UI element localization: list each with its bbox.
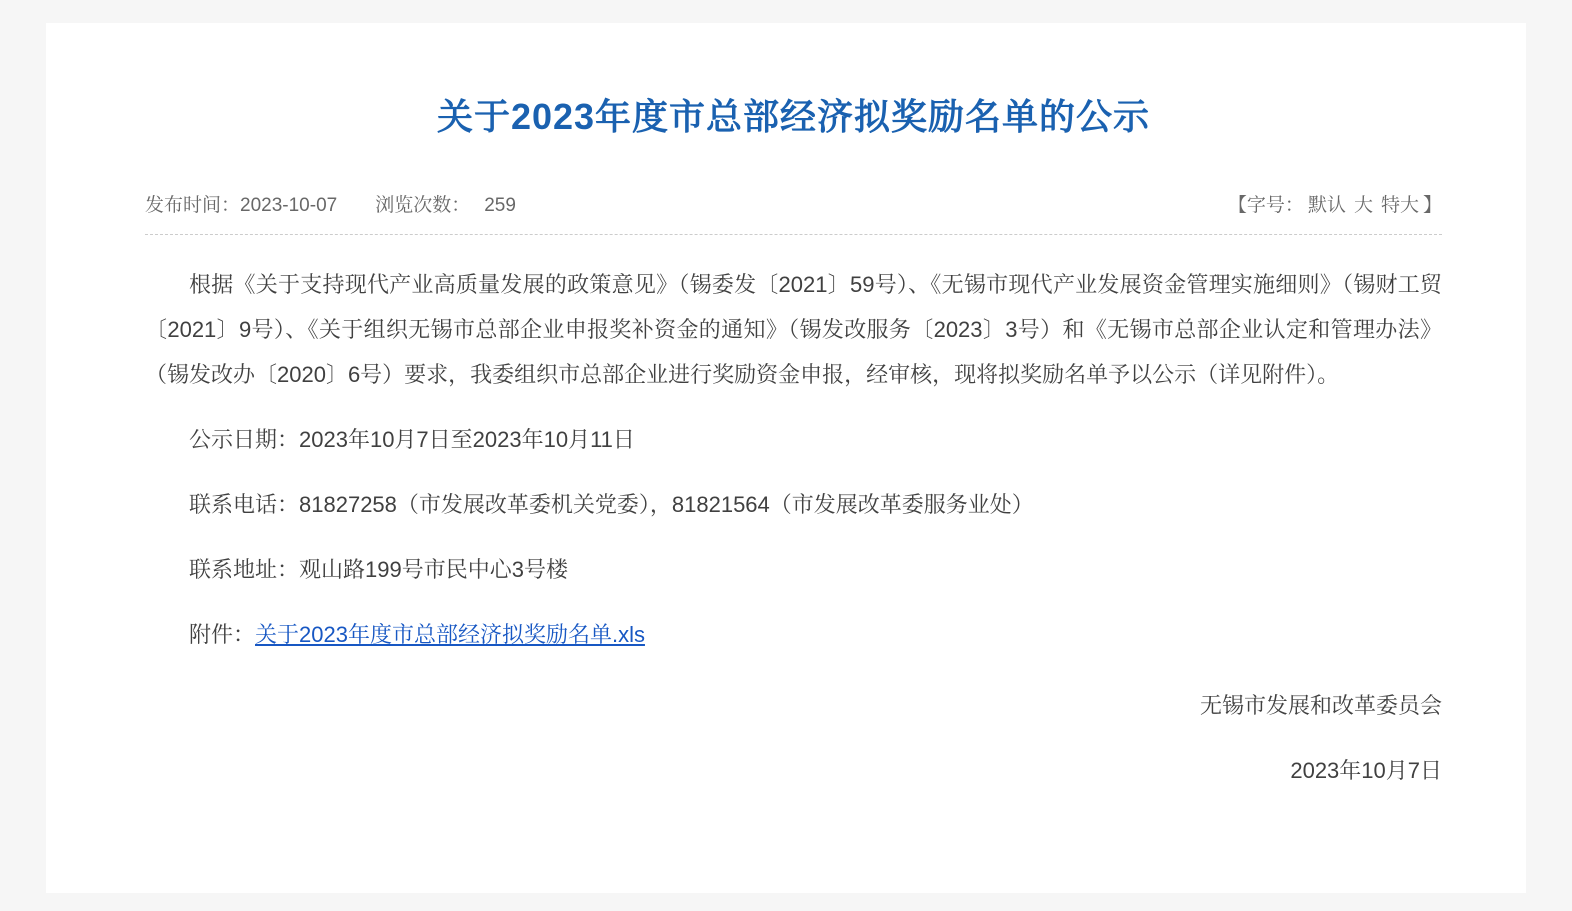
attachment-link[interactable]: 关于2023年度市总部经济拟奖励名单.xls [255, 622, 645, 647]
publicity-period-label: 公示日期： [189, 427, 300, 452]
page-title: 关于2023年度市总部经济拟奖励名单的公示 [436, 96, 1151, 137]
attachment-line [145, 612, 1442, 657]
font-size-controls [1228, 190, 1442, 217]
font-size-default-button[interactable]: 默认 [1307, 195, 1346, 216]
font-size-prefix: 【字号： [1227, 195, 1304, 216]
signature-organization: 无锡市发展和改革委员会 [1199, 693, 1442, 718]
content-card [46, 23, 1526, 893]
view-count-value: 259 [484, 195, 516, 216]
meta-left [145, 190, 516, 217]
contact-address-label: 联系地址： [189, 557, 300, 582]
contact-phone-label: 联系电话： [189, 492, 300, 517]
notice-paragraph: 根据《关于支持现代产业高质量发展的政策意见》（锡委发〔2021〕59号）、《无锡市现代产业发展资金管理实施细则》（锡财工贸〔2021〕9号）、《关于组织无锡市总部企业申报奖补资金的通知》（锡发改服务〔2023〕3号）和《无锡市总部企业认定和管理办法》（锡发改办〔2020〕6号）要求，我委组织市总部企业进行奖励资金申报，经审核，现将拟奖励名单予以公示（详见附件）。 [145, 272, 1442, 387]
publicity-period-value: 2023年10月7日至2023年10月11日 [299, 427, 635, 452]
publish-time-value: 2023-10-07 [240, 195, 338, 216]
page-background [0, 23, 1572, 911]
contact-phone-value: 81827258（市发展改革委机关党委），81821564（市发展改革委服务业处） [299, 492, 1034, 517]
view-count-label: 浏览次数： [375, 195, 471, 216]
publicity-period-line [145, 417, 1442, 462]
font-size-large-button[interactable]: 大 [1353, 195, 1373, 216]
article-body [145, 235, 1442, 793]
meta-row [145, 190, 1442, 235]
signature-block [145, 683, 1442, 793]
contact-address-line [145, 547, 1442, 592]
signature-date: 2023年10月7日 [1290, 758, 1442, 783]
font-size-suffix: 】 [1422, 195, 1442, 216]
font-size-xlarge-button[interactable]: 特大 [1380, 195, 1419, 216]
publish-time-label: 发布时间： [145, 195, 241, 216]
attachment-label: 附件： [189, 622, 256, 647]
contact-phone-line [145, 482, 1442, 527]
contact-address-value: 观山路199号市民中心3号楼 [299, 557, 568, 582]
